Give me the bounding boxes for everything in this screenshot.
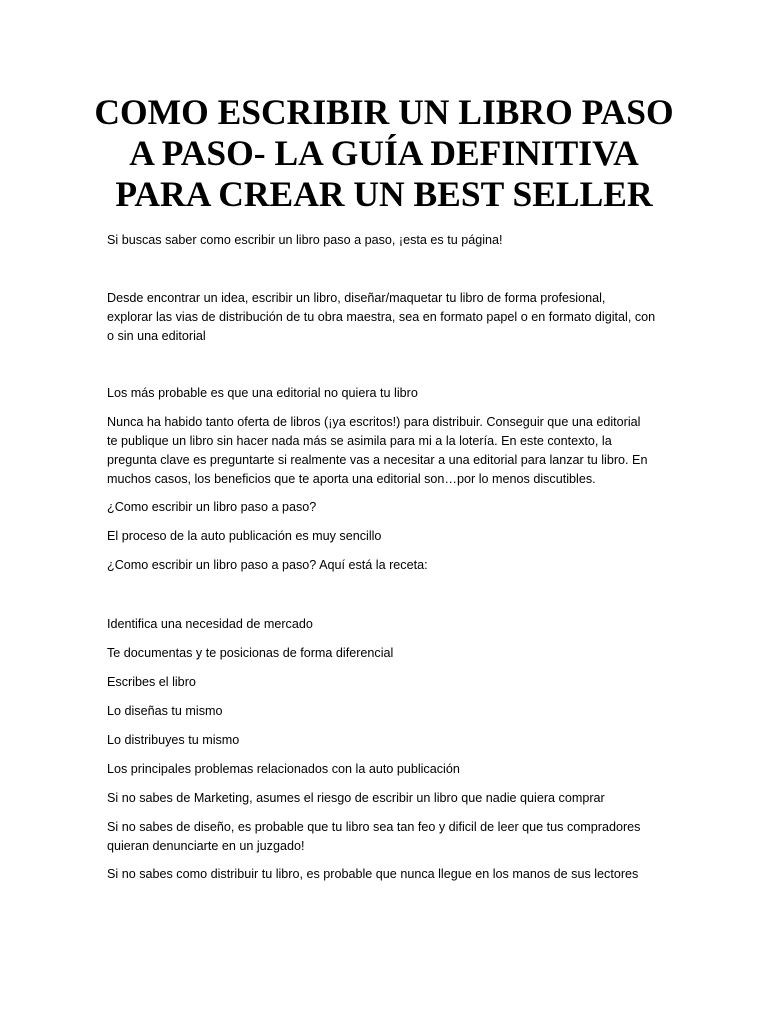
body-paragraph: Nunca ha habido tanto oferta de libros (¡ya escritos!) para distribuir. Conseguir que una editorial te publique un libro sin hacer nada más se asimila para mi a la lotería. En este contexto, la pregunta clave es preguntarte si realmente vas a necesitar a una editorial para lanzar tu libro. En muchos casos, los beneficios que te aporta una editorial son…por lo menos discutibles. bbox=[107, 415, 648, 486]
list-item: Lo distribuyes tu mismo bbox=[107, 733, 240, 747]
section-heading: Los principales problemas relacionados con la auto publicación bbox=[107, 762, 460, 776]
intro-paragraph: Si buscas saber como escribir un libro paso a paso, ¡esta es tu página! bbox=[107, 233, 503, 247]
list-item: Te documentas y te posicionas de forma diferencial bbox=[107, 646, 394, 660]
list-item: Lo diseñas tu mismo bbox=[107, 704, 223, 718]
overview-paragraph: Desde encontrar un idea, escribir un libro, diseñar/maquetar tu libro de forma profesional, explorar las vias de distribución de tu obra maestra, sea en formato papel o en formato digital, con o sin una editorial bbox=[107, 291, 656, 343]
title-line: A PASO- LA GUÍA DEFINITIVA bbox=[129, 133, 639, 173]
list-item: Identifica una necesidad de mercado bbox=[107, 617, 313, 631]
section-heading: ¿Como escribir un libro paso a paso? Aquí está la receta: bbox=[107, 558, 428, 572]
section-heading: Los más probable es que una editorial no quiera tu libro bbox=[107, 386, 418, 400]
document-title bbox=[60, 92, 708, 215]
list-item: Escribes el libro bbox=[107, 675, 196, 689]
title-line: PARA CREAR UN BEST SELLER bbox=[115, 174, 653, 214]
body-paragraph: Si no sabes de diseño, es probable que tu libro sea tan feo y dificil de leer que tus compradores quieran denunciarte en un juzgado! bbox=[107, 820, 641, 853]
section-heading: ¿Como escribir un libro paso a paso? bbox=[107, 500, 317, 514]
section-heading: El proceso de la auto publicación es muy sencillo bbox=[107, 529, 382, 543]
body-paragraph: Si no sabes de Marketing, asumes el riesgo de escribir un libro que nadie quiera comprar bbox=[107, 791, 605, 805]
title-line: COMO ESCRIBIR UN LIBRO PASO bbox=[94, 92, 674, 132]
body-paragraph: Si no sabes como distribuir tu libro, es probable que nunca llegue en los manos de sus lectores bbox=[107, 867, 639, 881]
